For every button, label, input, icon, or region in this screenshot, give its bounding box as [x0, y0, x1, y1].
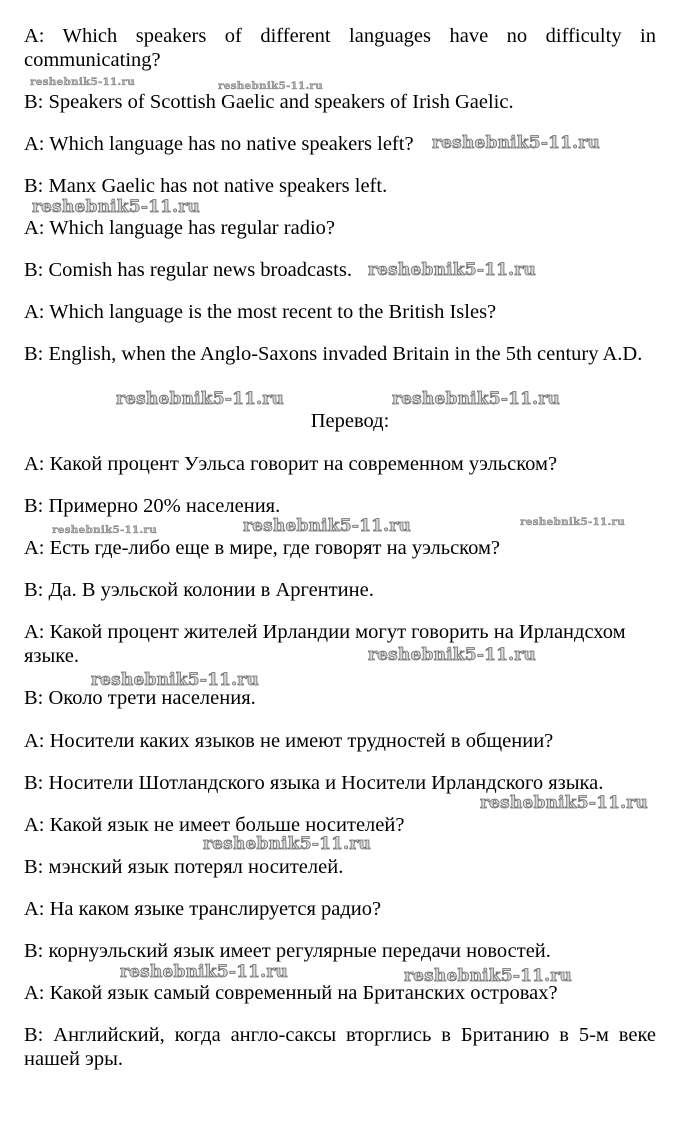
- russian-line: B: корнуэльский язык имеет регулярные передачи новостей.: [24, 940, 551, 962]
- watermark: reshebnik5-11.ru: [368, 260, 536, 280]
- russian-line: A: Есть где-либо еще в мире, где говорят на уэльском?: [24, 537, 501, 559]
- english-line: A: Which speakers of different languages have no difficulty in communicating?: [24, 25, 656, 71]
- watermark: reshebnik5-11.ru: [392, 389, 560, 409]
- russian-line: B: мэнский язык потерял носителей.: [24, 856, 344, 878]
- watermark: reshebnik5-11.ru: [203, 834, 371, 854]
- english-line: B: English, when the Anglo-Saxons invaded Britain in the 5th century A.D.: [24, 343, 643, 365]
- watermark: reshebnik5-11.ru: [404, 966, 572, 986]
- translation-heading: Перевод:: [310, 410, 390, 432]
- english-line: B: Comish has regular news broadcasts.: [24, 259, 352, 281]
- russian-line: A: Носители каких языков не имеют трудностей в общении?: [24, 730, 554, 752]
- watermark: reshebnik5-11.ru: [432, 133, 600, 153]
- english-line: B: Manx Gaelic has not native speakers left.: [24, 175, 388, 197]
- russian-line: B: Примерно 20% населения.: [24, 495, 281, 517]
- russian-line: A: На каком языке транслируется радио?: [24, 898, 382, 920]
- russian-line: A: Какой процент жителей Ирландии могут говорить на Ирландсхом языке.: [24, 621, 626, 667]
- watermark: reshebnik5-11.ru: [52, 524, 157, 536]
- russian-line: B: Да. В уэльской колонии в Аргентине.: [24, 579, 374, 601]
- english-line: B: Speakers of Scottish Gaelic and speakers of Irish Gaelic.: [24, 91, 514, 113]
- watermark: reshebnik5-11.ru: [91, 670, 259, 690]
- english-line: A: Which language has regular radio?: [24, 217, 335, 239]
- watermark: reshebnik5-11.ru: [30, 76, 135, 88]
- watermark: reshebnik5-11.ru: [32, 197, 200, 217]
- watermark: reshebnik5-11.ru: [520, 516, 625, 528]
- russian-line: B: Около трети населения.: [24, 687, 256, 709]
- russian-line: A: Какой процент Уэльса говорит на современном уэльском?: [24, 453, 558, 475]
- watermark: reshebnik5-11.ru: [218, 80, 323, 92]
- russian-line: A: Какой язык самый современный на Британских островах?: [24, 982, 558, 1004]
- english-line: A: Which language has no native speakers left?: [24, 133, 414, 155]
- watermark: reshebnik5-11.ru: [480, 793, 648, 813]
- english-line: A: Which language is the most recent to the British Isles?: [24, 301, 497, 323]
- watermark: reshebnik5-11.ru: [120, 962, 288, 982]
- russian-line: B: Носители Шотландского языка и Носители Ирландского языка.: [24, 772, 604, 794]
- russian-line: B: Английский, когда англо-саксы вторглись в Британию в 5-м веке нашей эры.: [24, 1024, 656, 1070]
- russian-line: A: Какой язык не имеет больше носителей?: [24, 814, 405, 836]
- watermark: reshebnik5-11.ru: [116, 389, 284, 409]
- watermark: reshebnik5-11.ru: [243, 516, 411, 536]
- watermark: reshebnik5-11.ru: [368, 645, 536, 665]
